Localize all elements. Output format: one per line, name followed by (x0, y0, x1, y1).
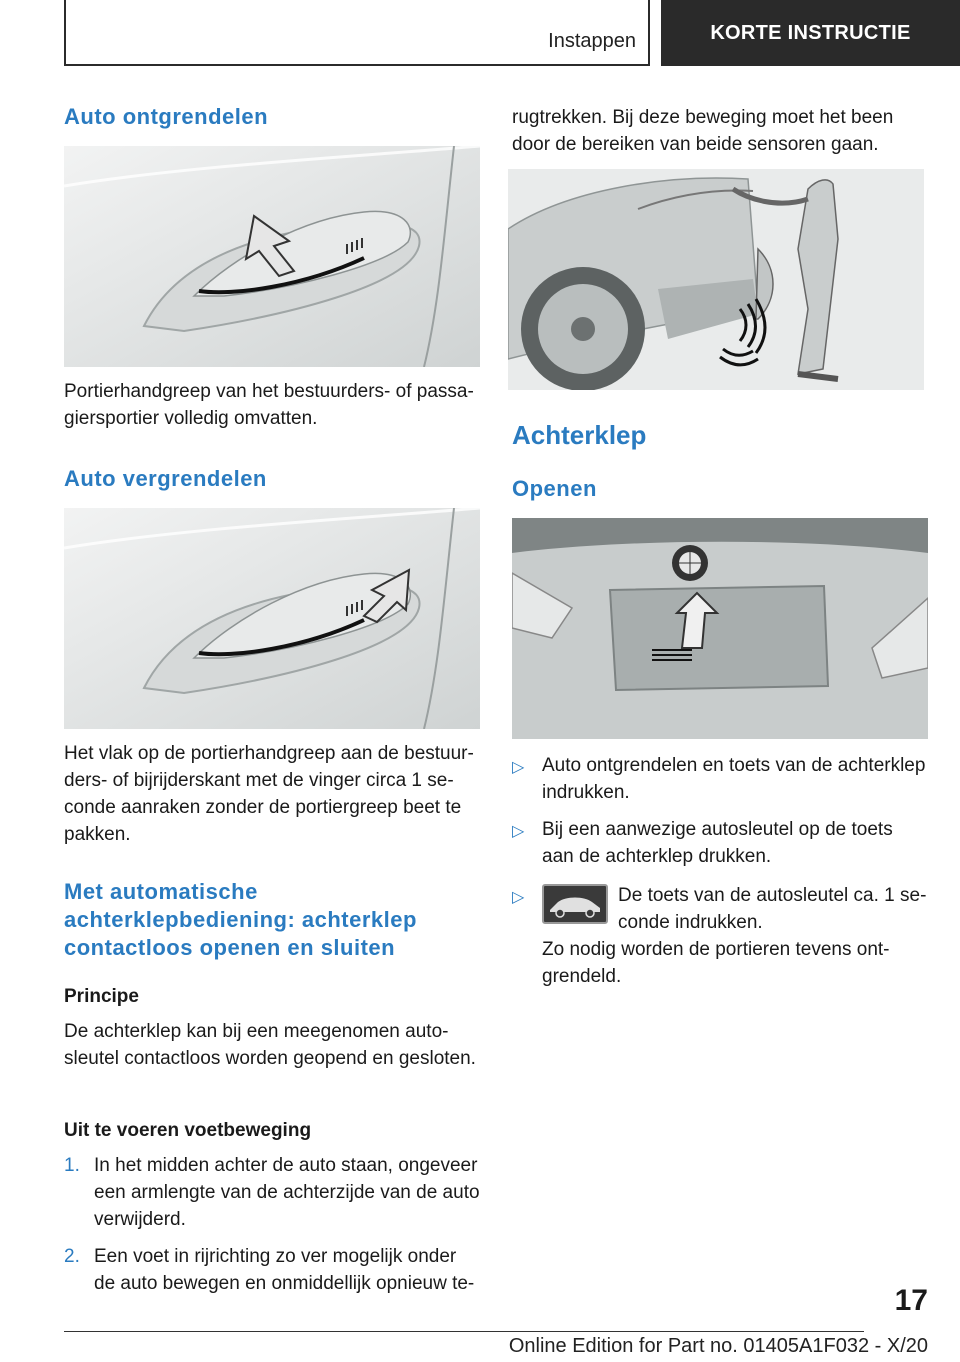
header-rule-bottom (64, 64, 650, 66)
heading-lock: Auto vergrendelen (64, 466, 267, 491)
step-number: 1. (64, 1155, 80, 1176)
heading-principle: Principe (64, 986, 139, 1007)
paragraph-lock: Het vlak op de portierhandgreep aan de bestuurders- of bijrijderskant met de vinger circa 1 seconde aanraken zonder de portiergreep beet te pakken. (64, 743, 474, 845)
step-text: Een voet in rijrichting zo ver mogelijk onder de auto bewegen en onmiddellijk opnieuw te- (94, 1246, 475, 1294)
car-tailgate-key-icon (542, 884, 608, 924)
figure-door-handle-lock (64, 508, 480, 729)
heading-tailgate: Achterklep (512, 420, 647, 450)
triangle-right-icon: ▷ (512, 889, 525, 906)
heading-foot-movement: Uit te voeren voetbeweging (64, 1120, 312, 1141)
heading-unlock: Auto ontgrendelen (64, 104, 269, 129)
tailgate-button-illustration (512, 518, 928, 739)
paragraph-unlock: Portierhandgreep van het bestuurders- of passagiersportier volledig omvatten. (64, 381, 474, 429)
bullet-text: Bij een aanwezige autosleutel op de toets aan de achterklep drukken. (542, 819, 893, 867)
figure-foot-sensor (508, 169, 924, 390)
triangle-right-icon: ▷ (512, 823, 525, 840)
foot-under-bumper-illustration (508, 169, 924, 390)
header-section-title: Instappen (548, 30, 636, 52)
foot-movement-steps (64, 1152, 480, 1297)
step-text: In het midden achter de auto staan, ongeveer een armlengte van de achterzijde van de auto verwijderd. (94, 1155, 480, 1230)
paragraph-continued: rugtrekken. Bij deze beweging moet het been door de bereiken van beide sensoren gaan. (512, 107, 894, 155)
door-handle-grip-illustration (64, 146, 480, 367)
figure-tailgate-button (512, 518, 928, 739)
step-number: 2. (64, 1246, 80, 1267)
figure-door-handle-unlock (64, 146, 480, 367)
step-item (64, 1243, 480, 1297)
header-rule-separator (648, 0, 650, 66)
footer-rule (64, 1331, 864, 1332)
step-item (64, 1152, 480, 1233)
paragraph-principle: De achterklep kan bij een meegenomen autosleutel contactloos worden geopend en gesloten. (64, 1021, 476, 1069)
heading-open: Openen (512, 476, 597, 501)
bullet-text: Auto ontgrendelen en toets van de achterklep indrukken. (542, 755, 926, 803)
heading-automatic-tailgate: Met automatische achterklepbediening: achterklep contactloos openen en sluiten (64, 879, 417, 960)
footer-edition: Online Edition for Part no. 01405A1F032 - X/20 (508, 1335, 928, 1357)
tailgate-open-bullets (512, 752, 928, 938)
paragraph-doors-note: Zo nodig worden de portieren tevens ontgrendeld. (542, 939, 890, 987)
door-handle-touch-illustration (64, 508, 480, 729)
bullet-item (512, 816, 928, 870)
bullet-item (512, 752, 928, 806)
triangle-right-icon: ▷ (512, 759, 525, 776)
bullet-item (512, 882, 928, 938)
page-number: 17 (894, 1284, 928, 1317)
header-rule-left (64, 0, 66, 66)
header-chapter-tab: KORTE INSTRUCTIE (661, 0, 960, 66)
bullet-text: De toets van de autosleutel ca. 1 seconde indrukken. (618, 885, 927, 933)
